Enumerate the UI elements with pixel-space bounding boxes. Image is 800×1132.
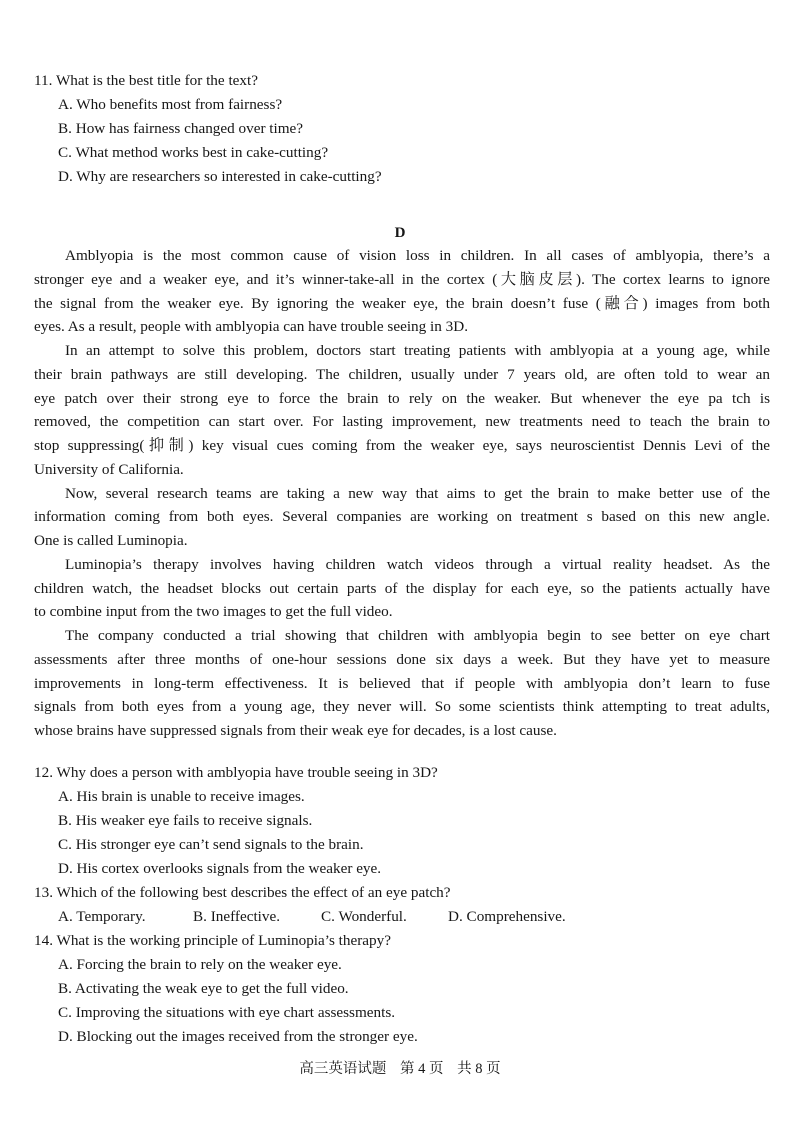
paragraph-line: The company conducted a trial showing that children with amblyopia begin to see better on eye chart	[65, 627, 770, 644]
paragraph-line: stop suppressing(抑制) key visual cues coming from the weaker eye, says neuroscientist Dennis Levi of the	[34, 437, 770, 454]
option-b: B. Ineffective.	[193, 908, 281, 925]
question-text: 12. Why does a person with amblyopia have trouble seeing in 3D?	[34, 764, 438, 781]
option-a: A. Temporary.	[58, 908, 146, 925]
paragraph-line: Luminopia’s therapy involves having children watch videos through a virtual reality headset. As the	[65, 555, 770, 573]
option-a: A. Who benefits most from fairness?	[58, 96, 283, 113]
page-footer	[0, 1058, 800, 1080]
exam-title: 高三英语试题	[299, 1061, 387, 1077]
paragraph	[34, 482, 770, 553]
option-b: B. How has fairness changed over time?	[58, 120, 304, 137]
question-text: 11. What is the best title for the text?	[34, 72, 258, 89]
question-text: 13. Which of the following best describes the effect of an eye patch?	[34, 884, 451, 901]
option-d: D. His cortex overlooks signals from the weaker eye.	[58, 860, 382, 877]
section-heading: D	[394, 225, 406, 241]
paragraph	[34, 339, 770, 482]
option-b: B. His weaker eye fails to receive signals.	[58, 812, 313, 829]
option-d: D. Why are researchers so interested in cake-cutting?	[58, 168, 382, 185]
paragraph-line: information coming from both eyes. Several companies are working on treatment s based on this new angle.	[34, 508, 770, 526]
paragraph	[34, 624, 770, 743]
option-c: C. Wonderful.	[321, 908, 407, 925]
paragraph-line: eyes. As a result, people with amblyopia can have trouble seeing in 3D.	[34, 318, 468, 336]
question-13	[34, 881, 770, 929]
paragraph-line: children watch, the headset blocks out certain parts of the display for each eye, so the patients actually have	[34, 579, 770, 597]
page-number: 第 4 页	[400, 1061, 444, 1077]
paragraph-line: Amblyopia is the most common cause of vision loss in children. In all cases of amblyopia, there’s a	[65, 247, 770, 264]
paragraph-line: eye patch over their strong eye to force the brain to rely on the weaker. But whenever the eye pa tch is	[34, 389, 770, 407]
option-d: D. Blocking out the images received from the stronger eye.	[58, 1028, 418, 1045]
option-c: C. What method works best in cake-cutting?	[58, 144, 329, 161]
paragraph-line: removed, the competition can start over. For lasting improvement, new treatments need to teach the brain to	[34, 413, 770, 431]
option-a: A. His brain is unable to receive images.	[58, 788, 305, 805]
paragraph-line: stronger eye and a weaker eye, and it’s winner-take-all in the cortex (大脑皮层). The cortex learns to ignore	[34, 270, 770, 288]
paragraph-line: to combine input from the two images to get the full video.	[34, 603, 393, 621]
paragraph-line: whose brains have suppressed signals from their weak eye for decades, is a lost cause.	[34, 722, 557, 739]
question-text: 14. What is the working principle of Luminopia’s therapy?	[34, 932, 391, 949]
paragraph-line: Now, several research teams are taking a new way that aims to get the brain to make better use of the	[65, 484, 770, 502]
paragraph-line: their brain pathways are still developing. The children, usually under 7 years old, are often told to wear an	[34, 365, 770, 383]
paragraph	[34, 553, 770, 624]
option-c: C. His stronger eye can’t send signals to the brain.	[58, 836, 364, 853]
options-row	[34, 905, 770, 929]
question-12	[34, 761, 770, 1049]
paragraph-line: assessments after three months of one-hour sessions done six days a week. But they have yet to measure	[34, 650, 770, 668]
passage	[34, 244, 770, 743]
paragraph-line: the signal from the weaker eye. By ignoring the weaker eye, the brain doesn’t fuse (融合) images from both	[34, 294, 770, 312]
option-b: B. Activating the weak eye to get the full video.	[58, 980, 349, 997]
paragraph-line: University of California.	[34, 460, 184, 478]
paragraph-line: improvements in long-term effectiveness. It is believed that if people with amblyopia don’t learn to fuse	[34, 674, 770, 692]
option-d: D. Comprehensive.	[448, 908, 566, 925]
option-a: A. Forcing the brain to rely on the weaker eye.	[58, 956, 342, 973]
paragraph-line: signals from both eyes from a young age, they never will. So some scientists think attempting to treat adults,	[34, 698, 770, 716]
paragraph-line: In an attempt to solve this problem, doctors start treating patients with amblyopia at a young age, while	[65, 342, 770, 359]
question-11	[34, 69, 770, 189]
paragraph	[34, 244, 770, 339]
option-c: C. Improving the situations with eye chart assessments.	[58, 1004, 396, 1021]
page-total: 共 8 页	[457, 1061, 501, 1077]
paragraph-line: One is called Luminopia.	[34, 532, 188, 549]
question-14	[34, 929, 770, 1049]
